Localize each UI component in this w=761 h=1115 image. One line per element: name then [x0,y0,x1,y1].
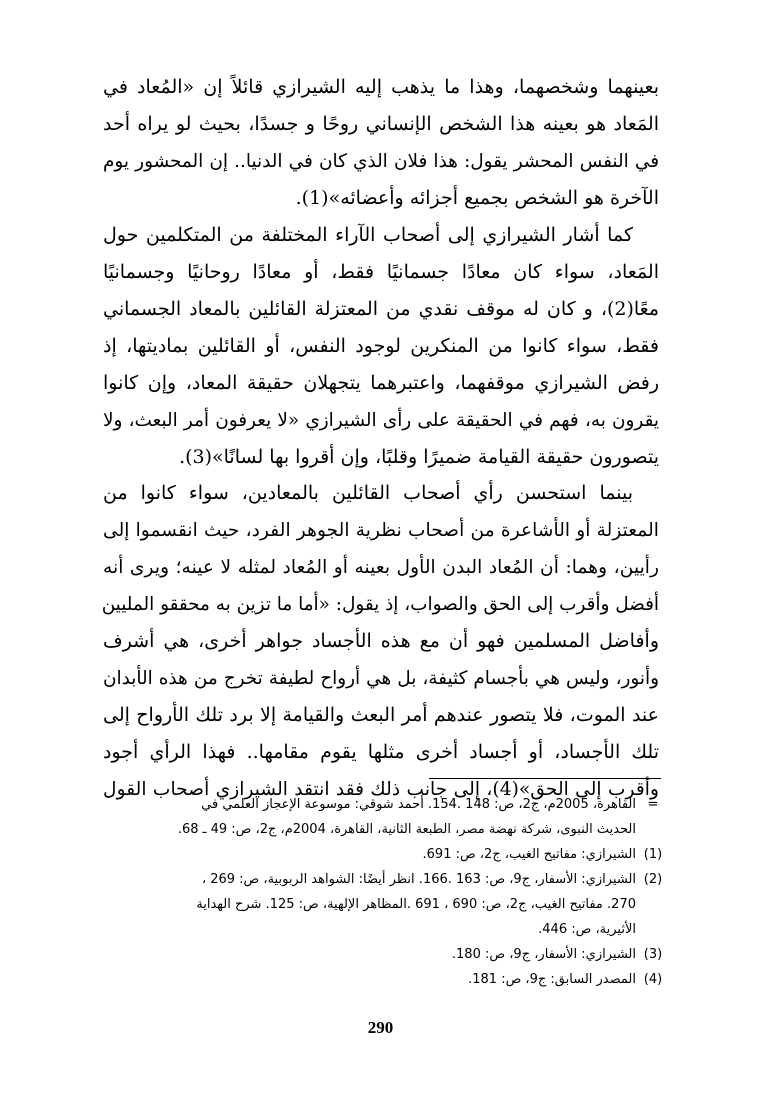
footnote-continued [100,792,670,842]
footnotes [100,792,670,992]
text-line: معًا(2)، و كان له موقف نقدي من المعتزلة القائلين بالمعاد الجسماني [103,298,659,320]
footnote-text [100,942,636,967]
page-number: 290 [367,1018,394,1037]
paragraph-1 [103,69,659,217]
footnote-marker: = [647,797,659,812]
text-line: كما أشار الشيرازي إلى أصحاب الآراء المختلفة من المتكلمين حول [103,224,633,246]
footnote-3 [100,942,670,967]
paragraph-3 [103,475,659,808]
footnote-text [100,967,636,992]
text-line: رأيين، وهما: أن المُعاد البدن الأول بعينه أو المُعاد لمثله لا عينه؛ ويرى أنه [103,557,659,578]
text-line: وأقرب إلى الحق»(4)، إلى جانب ذلك فقد انتقد الشيرازي أصحاب القول [103,779,659,800]
footnote-line: القاهرة، 2005م، ج2، ص: 148 .154. أحمد شوقي: موسوعة الإعجاز العلمي في [201,797,636,812]
footnote-1 [100,842,670,867]
text-line: وأفاضل المسلمين فهو أن مع هذه الأجساد جواهر أخرى، هي أشرف [103,630,659,652]
text-line: تلك الأجساد، أو أجساد أخرى مثلها يقوم مقامها.. فهذا الرأي أجود [103,741,659,763]
text-line: يقرون به، فهم في الحقيقة على رأى الشيرازي «لا يعرفون أمر البعث، ولا [103,410,659,431]
footnote-4 [100,967,670,992]
footnote-marker: (2) [643,872,663,887]
footnote-line: الأثيرية، ص: 446. [538,922,636,937]
text-line: في النفس المحشر يقول: هذا فلان الذي كان في الدنيا.. إن المحشور يوم [103,151,659,172]
footnote-line: الشيرازي: الأسفار، ج9، ص: 163 .166. انظر أيضًا: الشواهد الربوبية، ص: 269 ، [201,872,636,887]
footnote-line: الحديث النبوى، شركة نهضة مصر، الطبعة الثانية، القاهرة، 2004م، ج2، ص: 49 ـ 68. [177,822,636,837]
footnote-text [100,867,636,942]
footnote-line: المصدر السابق: ج9، ص: 181. [468,972,636,987]
text-line: يتصورون حقيقة القيامة ضميرًا وقلبًا، وإن أقروا بها لسانًا»(3). [179,446,659,468]
text-line: بينما استحسن رأي أصحاب القائلين بالمعادين، سواء كانوا من [103,482,633,504]
footnote-marker: (3) [643,947,663,962]
text-line: المَعاد، سواء كان معادًا جسمانيًا فقط، أو معادًا روحانيًا وجسمانيًا [103,261,659,283]
text-line: رفض الشيرازي موقفهما، واعتبرهما يتجهلان حقيقة المعاد، وإن كانوا [103,372,659,394]
footnote-marker: (1) [643,847,663,862]
text-line: المَعاد هو بعينه هذا الشخص الإنساني روحًا و جسدًا، بحيث لو يراه أحد [103,113,659,135]
footnote-marker: (4) [643,972,663,987]
footnote-line: الشيرازي: مفاتيح الغيب، ج2، ص: 691. [422,847,636,862]
text-line: وأنور، وليس هي بأجسام كثيفة، بل هي أرواح لطيفة تخرج من هذه الأبدان [103,668,659,689]
footnote-line: الشيرازي: الأسفار، ج9، ص: 180. [451,947,636,962]
text-line: أفضل وأقرب إلى الحق والصواب، إذ يقول: «أما ما تزين به محققو المليين [101,594,659,615]
text-line: المعتزلة أو الأشاعرة من أصحاب نظرية الجوهر الفرد، حيث انقسموا إلى [103,520,659,541]
footnote-text [100,792,636,842]
footnote-separator [429,778,661,779]
footnote-line: 270. مفاتيح الغيب، ج2، ص: 690 ، 691 .المظاهر الإلهية، ص: 125. شرح الهداية [196,897,636,912]
footnote-text [100,842,636,867]
paragraph-2 [103,217,659,476]
text-line: الآخرة هو الشخص بجميع أجزائه وأعضائه»(1). [295,187,659,209]
text-line: بعينهما وشخصهما، وهذا ما يذهب إليه الشيرازي قائلاً إن «المُعاد في [103,76,659,98]
text-line: فقط، سواء كانوا من المنكرين لوجود النفس، أو القائلين بماديتها، إذ [103,335,659,357]
footnote-2 [100,867,670,942]
text-line: عند الموت، فلا يتصور عندهم أمر البعث والقيامة إلا برد تلك الأرواح إلى [103,704,659,726]
